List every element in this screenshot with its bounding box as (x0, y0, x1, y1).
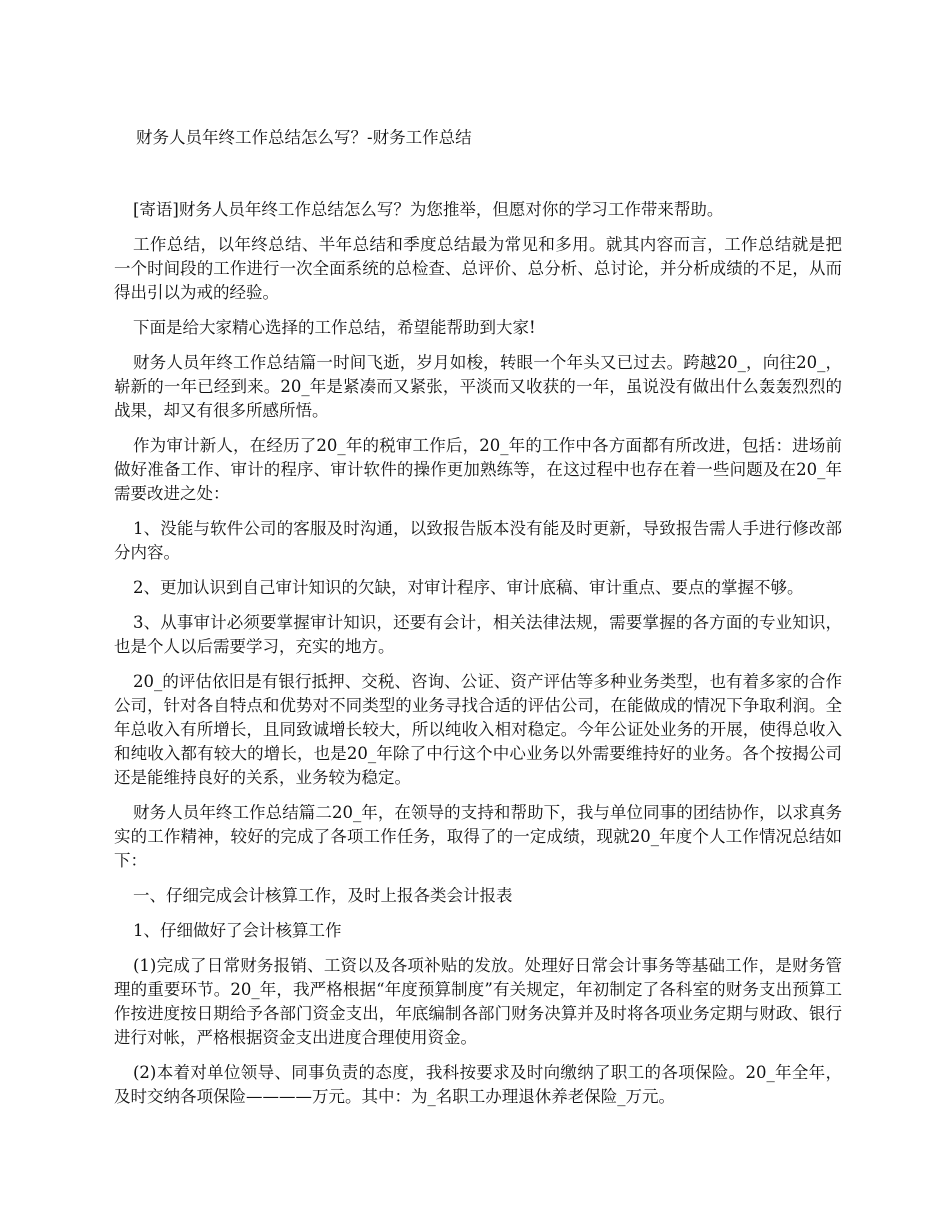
paragraph-intro: 工作总结，以年终总结、半年总结和季度总结最为常见和多用。就其内容而言，工作总结就是把一个时间段的工作进行一次全面系统的总检查、总评价、总分析、总讨论，并分析成绩的不足，从而得出引以为戒的经验。 (114, 235, 842, 302)
paragraph-issue-3: 3、从事审计必须要掌握审计知识，还要有会计，相关法律法规，需要掌握的各方面的专业知识，也是个人以后需要学习，充实的地方。 (114, 613, 842, 656)
paragraph-item-2: (2)本着对单位领导、同事负责的态度，我科按要求及时向缴纳了职工的各项保险。20_年全年，及时交纳各项保险————万元。其中：为_名职工办理退休养老保险_万元。 (114, 1063, 842, 1106)
paragraph-issue-2: 2、更加认识到自己审计知识的欠缺，对审计程序、审计底稿、审计重点、要点的掌握不够。 (133, 578, 804, 597)
paragraph-item-1: (1)完成了日常财务报销、工资以及各项补贴的发放。处理好日常会计事务等基础工作，是财务管理的重要环节。20_年，我严格根据“年度预算制度”有关规定，年初制定了各科室的财务支出预算工作按进度按日期给予各部门资金支出，年底编制各部门财务决算并及时将各项业务定期与财政、银行进行对帐，严格根据资金支出进度合理使用资金。 (114, 956, 842, 1047)
subsection-heading-1: 1、仔细做好了会计核算工作 (133, 921, 342, 940)
paragraph-part-two-opening: 财务人员年终工作总结篇二20_年，在领导的支持和帮助下，我与单位同事的团结协作，以求真务实的工作精神，较好的完成了各项工作任务，取得了的一定成绩，现就20_年度个人工作情况总结如下： (114, 803, 842, 870)
paragraph-foreword: [寄语]财务人员年终工作总结怎么写？为您推举，但愿对你的学习工作带来帮助。 (133, 200, 724, 219)
document-title: 财务人员年终工作总结怎么写？-财务工作总结 (136, 128, 472, 147)
paragraph-audit-newcomer: 作为审计新人，在经历了20_年的税审工作后，20_年的工作中各方面都有所改进，包括：进场前做好准备工作、审计的程序、审计软件的操作更加熟练等，在这过程中也存在着一些问题及在20_年需要改进之处： (114, 436, 842, 503)
paragraph-lead-in: 下面是给大家精心选择的工作总结，希望能帮助到大家! (133, 318, 536, 337)
section-heading-1: 一、仔细完成会计核算工作，及时上报各类会计报表 (133, 886, 513, 905)
paragraph-part-one-opening: 财务人员年终工作总结篇一时间飞逝，岁月如梭，转眼一个年头又已过去。跨越20_，向往20_，崭新的一年已经到来。20_年是紧凑而又紧张，平淡而又收获的一年，虽说没有做出什么轰轰烈烈的战果，却又有很多所感所悟。 (114, 353, 842, 420)
paragraph-issue-1: 1、没能与软件公司的客服及时沟通，以致报告版本没有能及时更新，导致报告需人手进行修改部分内容。 (114, 519, 842, 562)
document-body (114, 198, 842, 1120)
paragraph-assessment: 20_的评估依旧是有银行抵押、交税、咨询、公证、资产评估等多种业务类型，也有着多家的合作公司，针对各自特点和优势对不同类型的业务寻找合适的评估公司，在能做成的情况下争取利润。全年总收入有所增长，且同致诚增长较大，所以纯收入相对稳定。今年公证处业务的开展，使得总收入和纯收入都有较大的增长，也是20_年除了中行这个中心业务以外需要维持好的业务。各个按揭公司还是能维持良好的关系，业务较为稳定。 (114, 672, 842, 787)
